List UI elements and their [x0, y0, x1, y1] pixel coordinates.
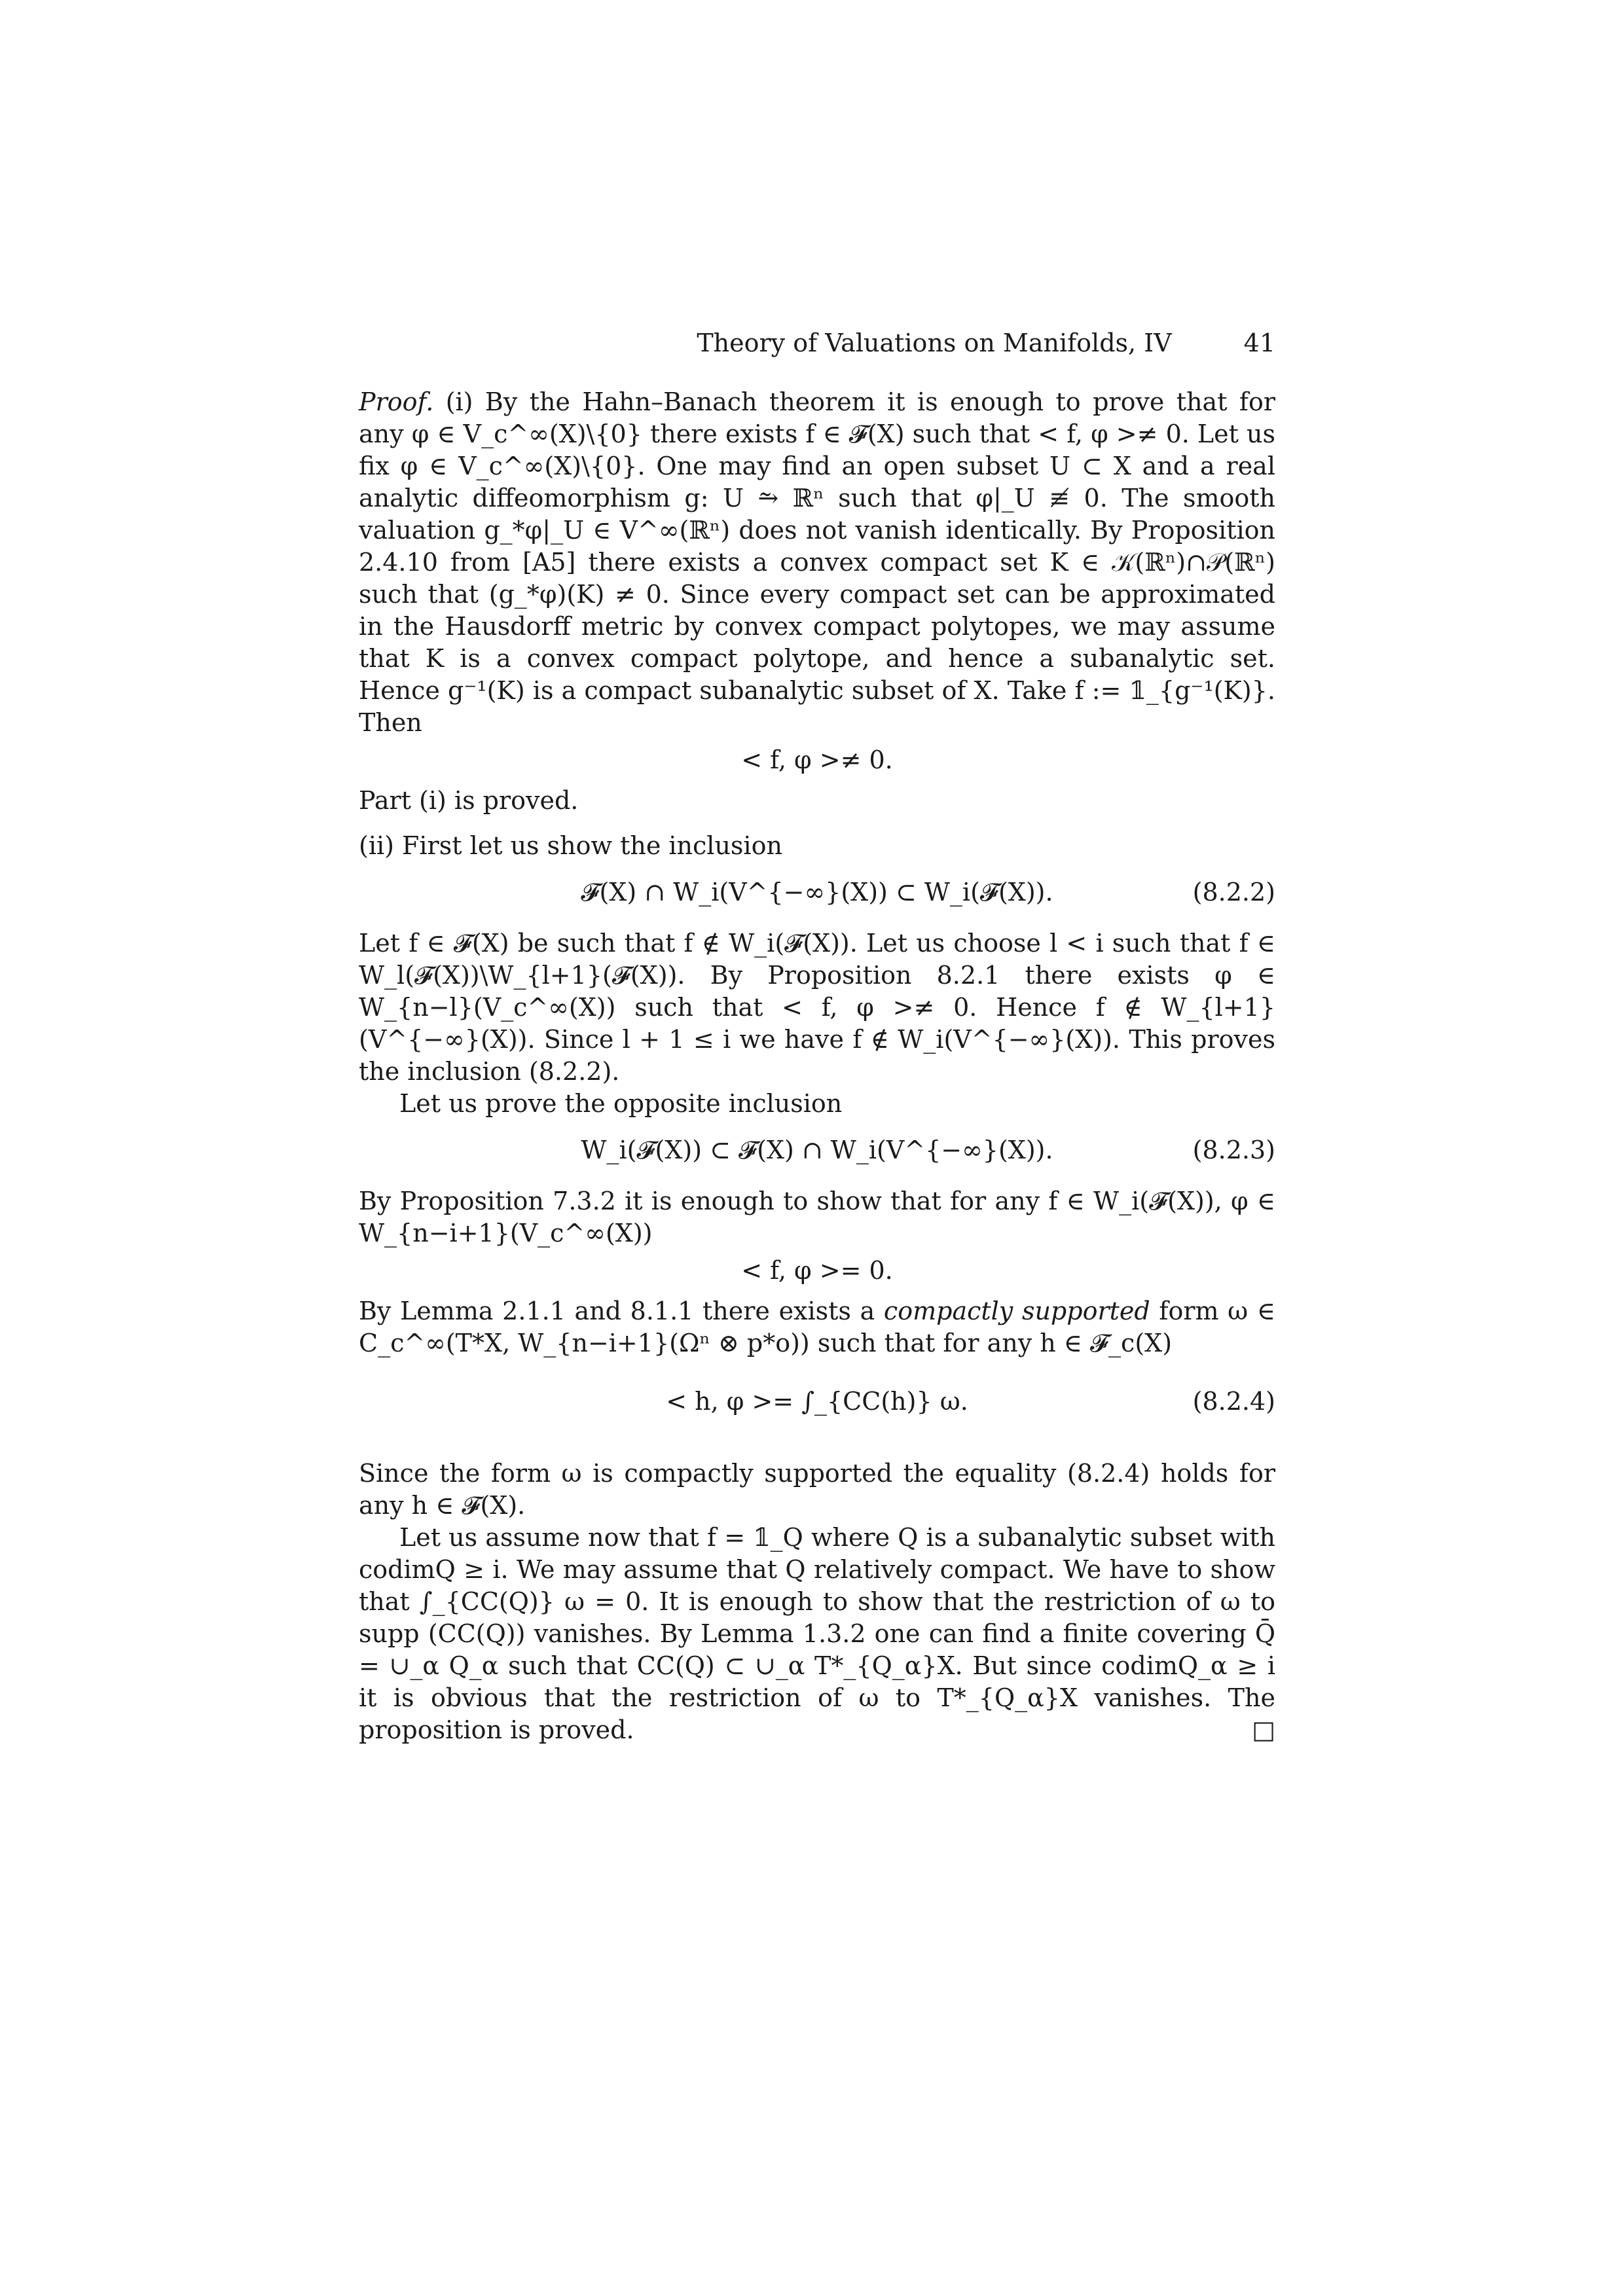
equation-8-2-2-formula: 𝓕(X) ∩ W_i(V^{−∞}(X)) ⊂ W_i(𝓕(X)).	[581, 878, 1053, 906]
qed-symbol: □	[1252, 1715, 1275, 1744]
equation-zero	[359, 1249, 1275, 1295]
equation-nonzero-formula: < f, φ >≠ 0.	[741, 745, 893, 774]
running-title: Theory of Valuations on Manifolds, IV	[697, 329, 1172, 357]
equation-8-2-2-tag: (8.2.2)	[1192, 878, 1275, 906]
part-ii-intro: (ii) First let us show the inclusion	[359, 831, 782, 860]
equation-nonzero	[359, 739, 1275, 785]
equation-8-2-3-tag: (8.2.3)	[1192, 1136, 1275, 1164]
proof-label: Proof.	[359, 387, 434, 416]
proof-text-9: Let us assume now that f = 𝟙_Q where Q is a subanalytic subset with codimQ ≥ i. We may assume that Q relatively compact. We have to show that ∫_{CC(Q)} ω = 0. It is enough to show that the restriction of ω to supp (CC(Q)) vanishes. By Lemma 1.3.2 one can find a finite covering Q̄ = ∪_α Q_α such that CC(Q) ⊂ ∪_α T*_{Q_α}X. But since codimQ_α ≥ i it is obvious that the restriction of ω to T*_{Q_α}X vanishes. The proposition is proved.	[359, 1523, 1275, 1744]
proof-paragraph-1	[359, 386, 1275, 739]
proof-paragraph-7	[359, 1295, 1275, 1359]
proof-paragraph-5: Let us prove the opposite inclusion	[399, 1089, 843, 1118]
proof-body	[359, 386, 1275, 1746]
proof-text-7b: form ω ∈ C_c^∞(T*X, W_{n−i+1}(Ωⁿ ⊗ p*o)) such that for any h ∈ 𝓕_c(X)	[359, 1297, 1275, 1357]
proof-text-7a: By Lemma 2.1.1 and 8.1.1 there exists a	[359, 1297, 875, 1325]
proof-paragraph-8: Since the form ω is compactly supported the equality (8.2.4) holds for any h ∈ 𝓕(X).	[359, 1459, 1275, 1520]
proof-paragraph-4: Let f ∈ 𝓕(X) be such that f ∉ W_i(𝓕(X)). Let us choose l < i such that f ∈ W_l(𝓕(X))\W_{l+1}(𝓕(X)). By Proposition 8.2.1 there exists φ ∈ W_{n−l}(V_c^∞(X)) such that < f, φ >≠ 0. Hence f ∉ W_{l+1}(V^{−∞}(X)). Since l + 1 ≤ i we have f ∉ W_i(V^{−∞}(X)). This proves the inclusion (8.2.2).	[359, 929, 1275, 1086]
equation-8-2-4-formula: < h, φ >= ∫_{CC(h)} ω.	[666, 1387, 968, 1416]
emphasis-compactly-supported: compactly supported	[883, 1297, 1150, 1325]
equation-8-2-4-tag: (8.2.4)	[1192, 1387, 1275, 1416]
equation-8-2-3-formula: W_i(𝓕(X)) ⊂ 𝓕(X) ∩ W_i(V^{−∞}(X)).	[581, 1136, 1053, 1164]
page-number: 41	[1243, 329, 1275, 357]
equation-8-2-2	[359, 862, 1275, 927]
proof-paragraph-9	[359, 1522, 1275, 1746]
equation-zero-formula: < f, φ >= 0.	[741, 1256, 893, 1285]
proof-text-1: (i) By the Hahn–Banach theorem it is enough to prove that for any φ ∈ V_c^∞(X)\{0} there exists f ∈ 𝓕(X) such that < f, φ >≠ 0. Let us fix φ ∈ V_c^∞(X)\{0}. One may find an open subset U ⊂ X and a real analytic diffeomorphism g: U ⥲ ℝⁿ such that φ|_U ≢ 0. The smooth valuation g_*φ|_U ∈ V^∞(ℝⁿ) does not vanish identically. By Proposition 2.4.10 from [A5] there exists a convex compact set K ∈ 𝒦(ℝⁿ)∩𝒫(ℝⁿ) such that (g_*φ)(K) ≠ 0. Since every compact set can be approximated in the Hausdorff metric by convex compact polytopes, we may assume that K is a convex compact polytope, and hence a subanalytic set. Hence g⁻¹(K) is a compact subanalytic subset of X. Take f := 𝟙_{g⁻¹(K)}. Then	[359, 387, 1275, 737]
equation-8-2-3	[359, 1120, 1275, 1185]
equation-8-2-4	[359, 1359, 1275, 1458]
proof-paragraph-6: By Proposition 7.3.2 it is enough to show that for any f ∈ W_i(𝓕(X)), φ ∈ W_{n−i+1}(V_c^∞(X))	[359, 1187, 1275, 1247]
part-i-proved: Part (i) is proved.	[359, 786, 579, 815]
running-header	[359, 329, 1275, 368]
